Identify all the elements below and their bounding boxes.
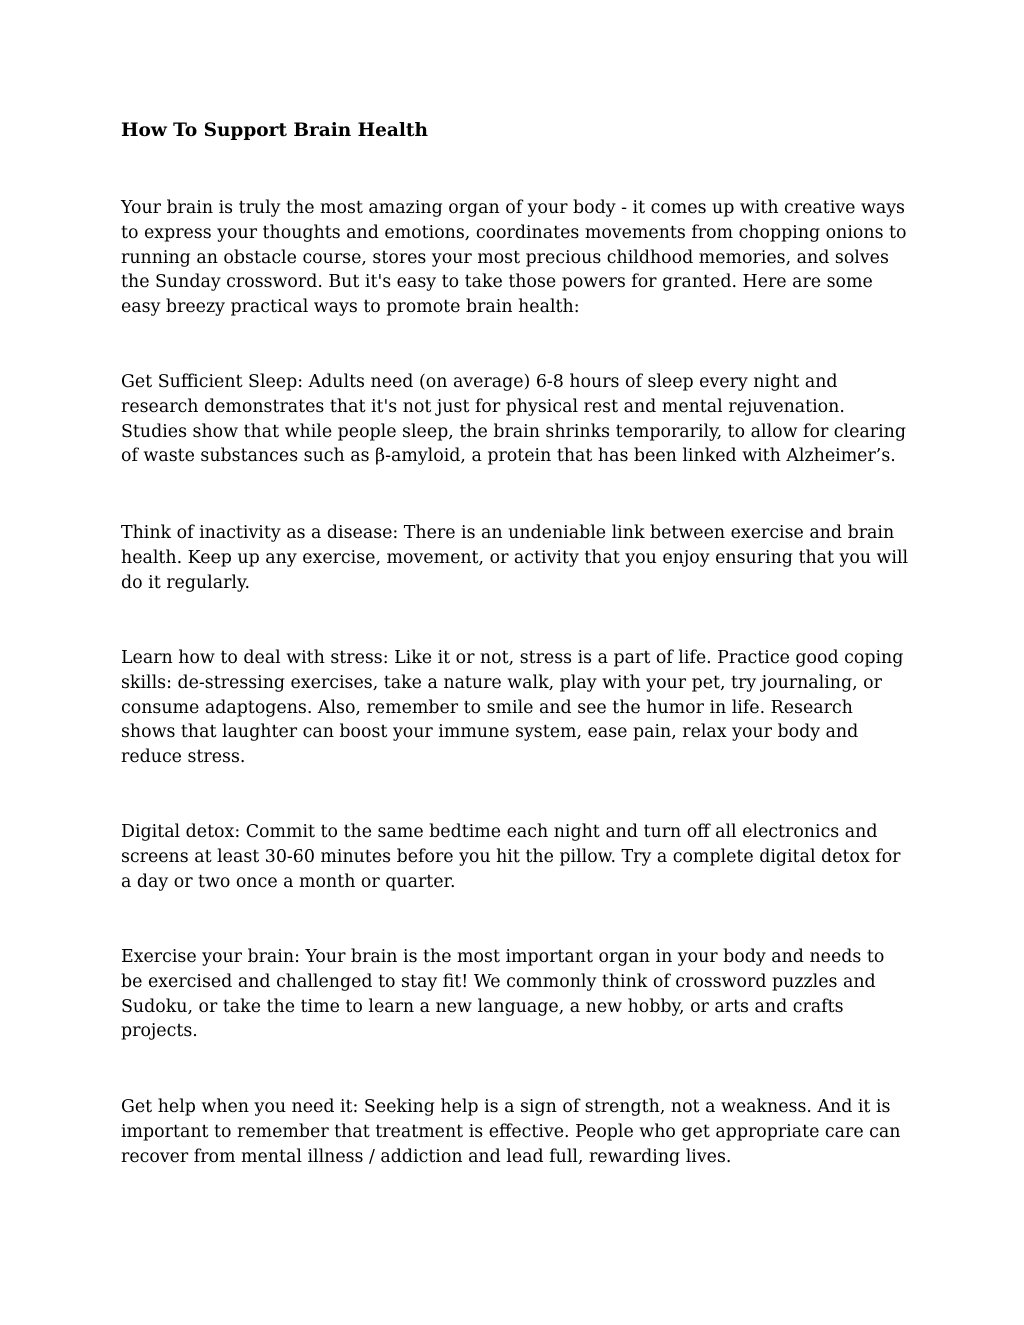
exercise-brain-paragraph: Exercise your brain: Your brain is the most important organ in your body and needs to be exercised and challenged to stay fit! We commonly think of crossword puzzles and Sudoku, or take the time to learn a new language, a new hobby, or arts and crafts projects.	[121, 947, 885, 1042]
intro-paragraph: Your brain is truly the most amazing organ of your body - it comes up with creative ways to express your thoughts and emotions, coordinates movements from chopping onions to running an obstacle course, stores your most precious childhood memories, and solves the Sunday crossword. But it's easy to take those powers for granted. Here are some easy breezy practical ways to promote brain health:	[121, 198, 907, 318]
stress-paragraph: Learn how to deal with stress: Like it or not, stress is a part of life. Practice good coping skills: de-stressing exercises, take a nature walk, play with your pet, try journaling, or consume adaptogens. Also, remember to smile and see the humor in life. Research shows that laughter can boost your immune system, ease pain, relax your body and reduce stress.	[121, 648, 904, 768]
sleep-paragraph: Get Sufficient Sleep: Adults need (on average) 6-8 hours of sleep every night and research demonstrates that it's not just for physical rest and mental rejuvenation. Studies show that while people sleep, the brain shrinks temporarily, to allow for clearing of waste substances such as β-amyloid, a protein that has been linked with Alzheimer’s.	[121, 372, 906, 467]
get-help-paragraph: Get help when you need it: Seeking help is a sign of strength, not a weakness. And it is important to remember that treatment is effective. People who get appropriate care can recover from mental illness / addiction and lead full, rewarding lives.	[121, 1097, 901, 1167]
digital-detox-paragraph: Digital detox: Commit to the same bedtime each night and turn off all electronics and screens at least 30-60 minutes before you hit the pillow. Try a complete digital detox for a day or two once a month or quarter.	[121, 822, 901, 892]
inactivity-paragraph: Think of inactivity as a disease: There is an undeniable link between exercise and brain health. Keep up any exercise, movement, or activity that you enjoy ensuring that you will do it regularly.	[121, 523, 909, 593]
document-title: How To Support Brain Health	[121, 120, 428, 141]
